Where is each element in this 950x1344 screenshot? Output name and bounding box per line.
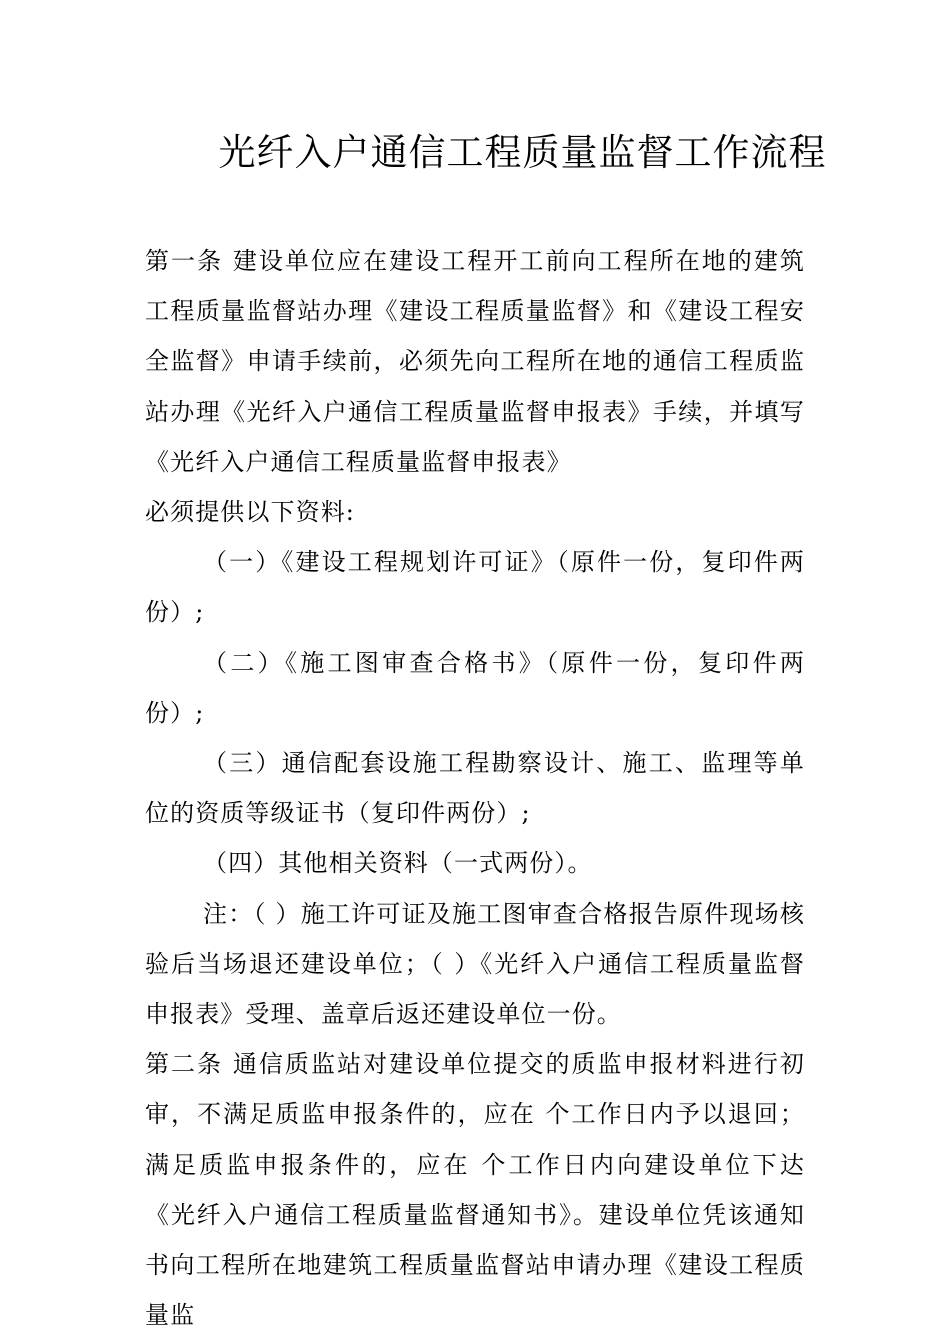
document-body — [145, 236, 805, 1340]
article-two-paragraph: 第二条 通信质监站对建设单位提交的质监申报材料进行初审，不满足质监申报条件的，应在 个工作日内予以退回；满足质监申报条件的，应在 个工作日内向建设单位下达《光纤入户通信工程质量监督通知书》。建设单位凭该通知书向工程所在地建筑工程质量监督站申请办理《建设工程质量监 — [145, 1050, 805, 1330]
document-title: 光纤入户通信工程质量监督工作流程 — [218, 131, 827, 174]
note-paragraph: 注：（ ）施工许可证及施工图审查合格报告原件现场核验后当场退还建设单位；（ ）《光纤入户通信工程质量监督申报表》受理、盖章后返还建设单位一份。 — [145, 899, 805, 1029]
material-item-4: （四）其他相关资料（一式两份）。 — [203, 849, 593, 878]
material-item-1: （一）《建设工程规划许可证》（原件一份，复印件两份）; — [145, 548, 805, 627]
materials-intro-paragraph: 必须提供以下资料: — [145, 498, 355, 527]
article-one-paragraph: 第一条 建设单位应在建设工程开工前向工程所在地的建筑工程质量监督站办理《建设工程质量监督》和《建设工程安全监督》申请手续前，必须先向工程所在地的通信工程质监站办理《光纤入户通信工程质量监督申报表》手续，并填写《光纤入户通信工程质量监督申报表》 — [145, 247, 805, 476]
material-item-3: （三）通信配套设施工程勘察设计、施工、监理等单位的资质等级证书（复印件两份）; — [145, 749, 805, 828]
material-item-2: （二）《施工图审查合格书》（原件一份，复印件两份）; — [145, 648, 805, 727]
